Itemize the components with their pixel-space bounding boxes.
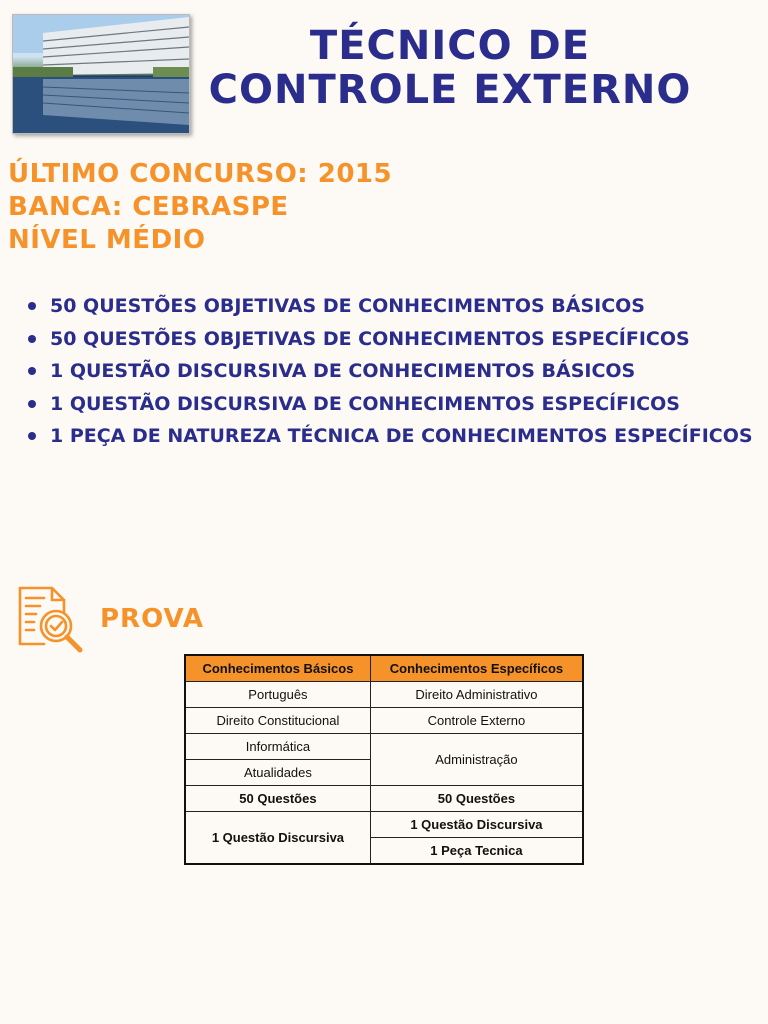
exam-info <box>8 158 392 257</box>
list-item <box>28 323 753 356</box>
table-cell: 1 Peça Tecnica <box>370 838 583 865</box>
table-cell: Direito Constitucional <box>185 708 370 734</box>
table-row <box>185 734 583 760</box>
list-item-text: 1 PEÇA DE NATUREZA TÉCNICA DE CONHECIMENTOS ESPECÍFICOS <box>50 425 753 447</box>
title-line-2: CONTROLE EXTERNO <box>208 67 692 113</box>
list-item <box>28 290 753 323</box>
table-cell: Atualidades <box>185 760 370 786</box>
prova-heading: PROVA <box>100 604 204 634</box>
table-cell: Direito Administrativo <box>370 682 583 708</box>
table-row <box>185 682 583 708</box>
building-photo <box>12 14 190 134</box>
table-cell: Português <box>185 682 370 708</box>
table-cell: 1 Questão Discursiva <box>370 812 583 838</box>
list-item <box>28 420 753 453</box>
bullet-icon <box>28 432 36 440</box>
bullet-icon <box>28 335 36 343</box>
building-image <box>13 15 189 133</box>
table-cell: 50 Questões <box>370 786 583 812</box>
table-cell: 1 Questão Discursiva <box>185 812 370 865</box>
column-header: Conhecimentos Básicos <box>185 655 370 682</box>
list-item-text: 50 QUESTÕES OBJETIVAS DE CONHECIMENTOS ESPECÍFICOS <box>50 327 690 350</box>
list-item-text: 1 QUESTÃO DISCURSIVA DE CONHECIMENTOS BÁSICOS <box>50 360 636 382</box>
list-item-text: 50 QUESTÕES OBJETIVAS DE CONHECIMENTOS BÁSICOS <box>50 295 645 317</box>
document-magnifier-icon <box>14 584 88 656</box>
banca: BANCA: CEBRASPE <box>8 192 289 222</box>
table-cell: Administração <box>370 734 583 786</box>
ultimo-concurso: ÚLTIMO CONCURSO: 2015 <box>8 159 393 189</box>
nivel: NÍVEL MÉDIO <box>8 225 206 255</box>
table-cell: 50 Questões <box>185 786 370 812</box>
bullet-icon <box>28 302 36 310</box>
list-item <box>28 355 753 388</box>
table-header-row <box>185 655 583 682</box>
title-line-1: TÉCNICO DE <box>309 23 591 69</box>
bullet-icon <box>28 367 36 375</box>
list-item <box>28 388 753 421</box>
column-header: Conhecimentos Específicos <box>370 655 583 682</box>
list-item-text: 1 QUESTÃO DISCURSIVA DE CONHECIMENTOS ESPECÍFICOS <box>50 392 680 415</box>
exam-items-list <box>28 290 753 453</box>
table-row <box>185 812 583 838</box>
table-cell: Informática <box>185 734 370 760</box>
bullet-icon <box>28 400 36 408</box>
exam-table <box>184 654 584 865</box>
table-cell: Controle Externo <box>370 708 583 734</box>
page-title <box>200 24 700 112</box>
table-row <box>185 708 583 734</box>
table-row <box>185 786 583 812</box>
